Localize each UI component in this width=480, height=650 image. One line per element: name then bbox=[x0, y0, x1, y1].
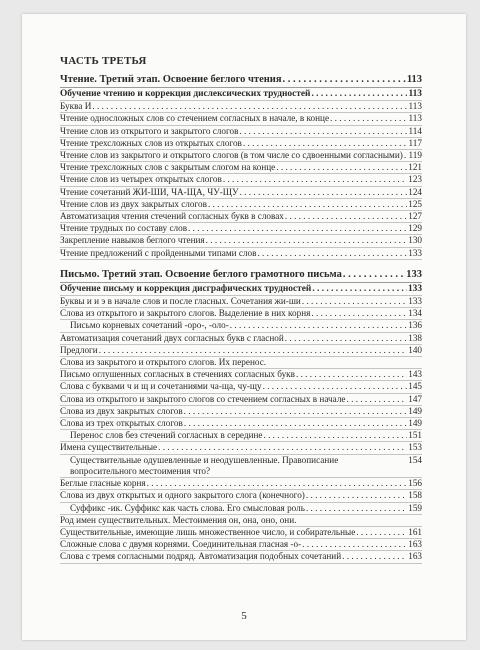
toc-entry-page: 130 bbox=[408, 235, 422, 246]
toc-entry bbox=[60, 455, 422, 478]
toc-entry-page: 143 bbox=[408, 369, 422, 380]
leader-dots bbox=[223, 174, 407, 185]
toc-entry-title: Чтение односложных слов со стечением согласных в начале, в конце bbox=[60, 113, 330, 124]
toc-entry bbox=[60, 89, 422, 101]
toc-entry-page: 117 bbox=[408, 137, 422, 148]
leader-dots bbox=[158, 442, 407, 453]
toc-entry-page: 149 bbox=[408, 405, 422, 416]
toc-entry-title: Слова из закрытого и открытого слогов. Их перенос. bbox=[60, 357, 267, 368]
toc-entry-page: 121 bbox=[408, 162, 422, 173]
toc-entry bbox=[60, 199, 422, 211]
toc-entry bbox=[60, 394, 422, 406]
leader-dots bbox=[147, 478, 407, 489]
toc-entry-title: Чтение трехсложных слов с закрытым слогом на конце bbox=[60, 162, 276, 173]
toc-entry bbox=[60, 284, 422, 296]
toc-entry bbox=[60, 235, 422, 247]
leader-dots bbox=[311, 89, 407, 100]
toc-entry bbox=[60, 248, 422, 260]
toc-entry bbox=[60, 490, 422, 502]
section-entries bbox=[60, 284, 422, 564]
section-heading bbox=[60, 73, 422, 88]
toc-entry-title: Чтение трехсложных слов из открытых слогов bbox=[60, 137, 242, 148]
toc-entry-title: Обучение чтению и коррекция дислексических трудностей bbox=[60, 89, 311, 99]
toc-entry bbox=[60, 150, 422, 162]
toc-entry-title: Чтение слов из двух закрытых слогов bbox=[60, 198, 207, 209]
toc-entry-title: Слова с тремя согласными подряд. Автоматизация подобных сочетаний bbox=[60, 551, 342, 562]
toc-entry-title: Письмо оглушенных согласных в стечениях согласных букв bbox=[60, 369, 295, 380]
toc-entry-title: Слова из двух закрытых слогов bbox=[60, 405, 183, 416]
toc-entry-page: 133 bbox=[407, 283, 422, 294]
book-page bbox=[22, 14, 466, 640]
toc-entry-page: 161 bbox=[408, 526, 422, 537]
toc-entry bbox=[60, 138, 422, 150]
leader-dots bbox=[208, 199, 407, 210]
toc-entry-page: 119 bbox=[408, 150, 422, 161]
toc-entry-title: Существительные, имеющие лишь множественное число, и собирательные bbox=[60, 526, 356, 537]
section-page: 113 bbox=[406, 74, 422, 85]
toc-entry-page: 138 bbox=[408, 332, 422, 343]
toc-entry bbox=[60, 187, 422, 199]
toc-entry bbox=[60, 333, 422, 345]
toc-entry-page: 154 bbox=[408, 454, 422, 465]
toc-entry bbox=[60, 503, 422, 515]
toc-entry bbox=[60, 406, 422, 418]
toc-entry-title: Род имен существительных. Местоимения он, она, оно, они. bbox=[60, 514, 297, 525]
leader-dots bbox=[343, 268, 405, 282]
toc-entry-page: 113 bbox=[408, 113, 422, 124]
leader-dots bbox=[296, 369, 407, 380]
toc-entry-title: Чтение сочетаний ЖИ-ШИ, ЧА-ЩА, ЧУ-ЩУ bbox=[60, 186, 239, 197]
toc-entry bbox=[60, 162, 422, 174]
toc-entry-page: 134 bbox=[408, 308, 422, 319]
toc-entry-title: Чтение слов из закрытого и открытого слогов (в том числе со сдвоенными согласными) bbox=[60, 150, 403, 161]
toc-entry-page: 125 bbox=[408, 198, 422, 209]
leader-dots bbox=[302, 296, 407, 307]
toc-entry-title: Перенос слов без стечений согласных в середине bbox=[70, 430, 263, 441]
toc-entry bbox=[60, 551, 422, 563]
toc-entry-title: Чтение слов из четырех открытых слогов bbox=[60, 174, 222, 185]
section-heading bbox=[60, 268, 422, 283]
toc-entry-title: Слова из открытого и закрытого слогов со стечением согласных в начале bbox=[60, 393, 346, 404]
page-number: 5 bbox=[241, 610, 247, 622]
toc-entry bbox=[60, 430, 422, 442]
toc-entry-page: 159 bbox=[408, 502, 422, 513]
toc-entry-page: 153 bbox=[408, 442, 422, 453]
leader-dots bbox=[312, 284, 407, 295]
leader-dots bbox=[285, 333, 407, 344]
leader-dots bbox=[285, 211, 407, 222]
toc-entry-title: Буква И bbox=[60, 101, 92, 112]
toc-entry-page: 163 bbox=[408, 539, 422, 550]
toc-entry-page: 156 bbox=[408, 478, 422, 489]
toc-entry-page: 158 bbox=[408, 490, 422, 501]
table-of-contents bbox=[60, 55, 422, 572]
toc-entry bbox=[60, 174, 422, 186]
toc-entry-page: 163 bbox=[408, 551, 422, 562]
toc-entry bbox=[60, 527, 422, 539]
toc-entry-title: Обучение письму и коррекция дисграфических трудностей bbox=[60, 283, 312, 294]
toc-entry-page: 133 bbox=[408, 296, 422, 307]
toc-entry-title: Буквы и и э в начале слов и после гласных. Сочетания жи-ши bbox=[60, 296, 301, 307]
toc-entry bbox=[60, 211, 422, 223]
leader-dots bbox=[302, 539, 407, 550]
leader-dots bbox=[188, 223, 407, 234]
leader-dots bbox=[404, 150, 407, 161]
toc-entry-page: 127 bbox=[408, 211, 422, 222]
leader-dots bbox=[184, 406, 407, 417]
toc-entry-title: Слова из открытого и закрытого слогов. Выделение в них корня bbox=[60, 308, 311, 319]
leader-dots bbox=[342, 551, 407, 562]
leader-dots bbox=[263, 381, 407, 392]
toc-entry bbox=[60, 296, 422, 308]
leader-dots bbox=[306, 503, 407, 514]
toc-entry bbox=[60, 357, 422, 369]
toc-entry-page: 114 bbox=[408, 125, 422, 136]
toc-entry bbox=[60, 418, 422, 430]
toc-section-writing bbox=[60, 268, 422, 564]
toc-entry-title: Слова с буквами ч и щ и сочетаниями ча-ща, чу-щу bbox=[60, 381, 262, 392]
section-page: 133 bbox=[406, 268, 422, 280]
toc-entry bbox=[60, 101, 422, 113]
toc-entry-page: 133 bbox=[408, 247, 422, 258]
leader-dots bbox=[239, 126, 407, 137]
section-title: Чтение. Третий этап. Освоение беглого чтения bbox=[60, 74, 282, 85]
toc-entry-title: Имена существительные bbox=[60, 442, 158, 453]
leader-dots bbox=[311, 308, 407, 319]
toc-entry bbox=[60, 223, 422, 235]
toc-entry-page: 149 bbox=[408, 418, 422, 429]
section-title: Письмо. Третий этап. Освоение беглого грамотного письма bbox=[60, 268, 342, 280]
toc-entry-title: Чтение слов из открытого и закрытого слогов bbox=[60, 125, 239, 136]
toc-entry-title: Чтение трудных по составу слов bbox=[60, 223, 188, 234]
leader-dots bbox=[230, 320, 407, 331]
leader-dots bbox=[330, 113, 407, 124]
toc-entry bbox=[60, 539, 422, 551]
leader-dots bbox=[356, 527, 407, 538]
toc-entry-title: Беглые гласные корня bbox=[60, 478, 146, 489]
leader-dots bbox=[92, 101, 407, 112]
leader-dots bbox=[283, 73, 406, 87]
toc-entry bbox=[60, 126, 422, 138]
toc-entry-title: Суффикс -ик. Суффикс как часть слова. Его смысловая роль bbox=[70, 502, 305, 513]
toc-entry-title: Слова из двух открытых и одного закрытого слога (конечного) bbox=[60, 490, 305, 501]
toc-entry-title: Предлоги bbox=[60, 344, 98, 355]
toc-entry-title: Существительные одушевленные и неодушевленные. Правописание вопросительного местоимения что? bbox=[70, 454, 339, 476]
leader-dots bbox=[184, 418, 407, 429]
toc-section-reading bbox=[60, 73, 422, 260]
toc-entry bbox=[60, 320, 422, 332]
leader-dots bbox=[257, 248, 407, 259]
toc-entry-page: 145 bbox=[408, 381, 422, 392]
toc-entry-page: 140 bbox=[408, 344, 422, 355]
toc-entry bbox=[60, 345, 422, 357]
toc-entry-page: 136 bbox=[408, 320, 422, 331]
toc-entry bbox=[60, 369, 422, 381]
leader-dots bbox=[306, 490, 407, 501]
toc-entry-page: 151 bbox=[408, 430, 422, 441]
toc-entry-title: Закрепление навыков беглого чтения bbox=[60, 235, 205, 246]
leader-dots bbox=[99, 345, 407, 356]
toc-entry-page: 124 bbox=[408, 186, 422, 197]
leader-dots bbox=[243, 138, 407, 149]
toc-entry-title: Сложные слова с двумя корнями. Соединительная гласная -о- bbox=[60, 539, 302, 550]
toc-entry-page: 123 bbox=[408, 174, 422, 185]
toc-entry bbox=[60, 478, 422, 490]
section-entries bbox=[60, 89, 422, 260]
toc-entry bbox=[60, 381, 422, 393]
leader-dots bbox=[263, 430, 407, 441]
toc-entry-title: Письмо корневых сочетаний -оро-, -оло- bbox=[70, 320, 229, 331]
leader-dots bbox=[206, 235, 407, 246]
toc-entry bbox=[60, 515, 422, 527]
toc-entry-page: 113 bbox=[408, 101, 422, 112]
leader-dots bbox=[347, 394, 408, 405]
toc-entry-title: Чтение предложений с пройденными типами слов bbox=[60, 247, 257, 258]
toc-entry-page: 113 bbox=[408, 89, 422, 99]
toc-entry bbox=[60, 442, 422, 454]
toc-entry bbox=[60, 308, 422, 320]
leader-dots bbox=[276, 162, 407, 173]
toc-entry-title: Автоматизация сочетаний двух согласных букв с гласной bbox=[60, 332, 284, 343]
toc-entry-title: Автоматизация чтения стечений согласных букв в словах bbox=[60, 211, 284, 222]
toc-entry-title: Слова из трех открытых слогов bbox=[60, 418, 183, 429]
part-title: ЧАСТЬ ТРЕТЬЯ bbox=[60, 55, 147, 67]
toc-entry-page: 147 bbox=[408, 393, 422, 404]
toc-entry bbox=[60, 113, 422, 125]
leader-dots bbox=[240, 187, 407, 198]
toc-entry-page: 129 bbox=[408, 223, 422, 234]
